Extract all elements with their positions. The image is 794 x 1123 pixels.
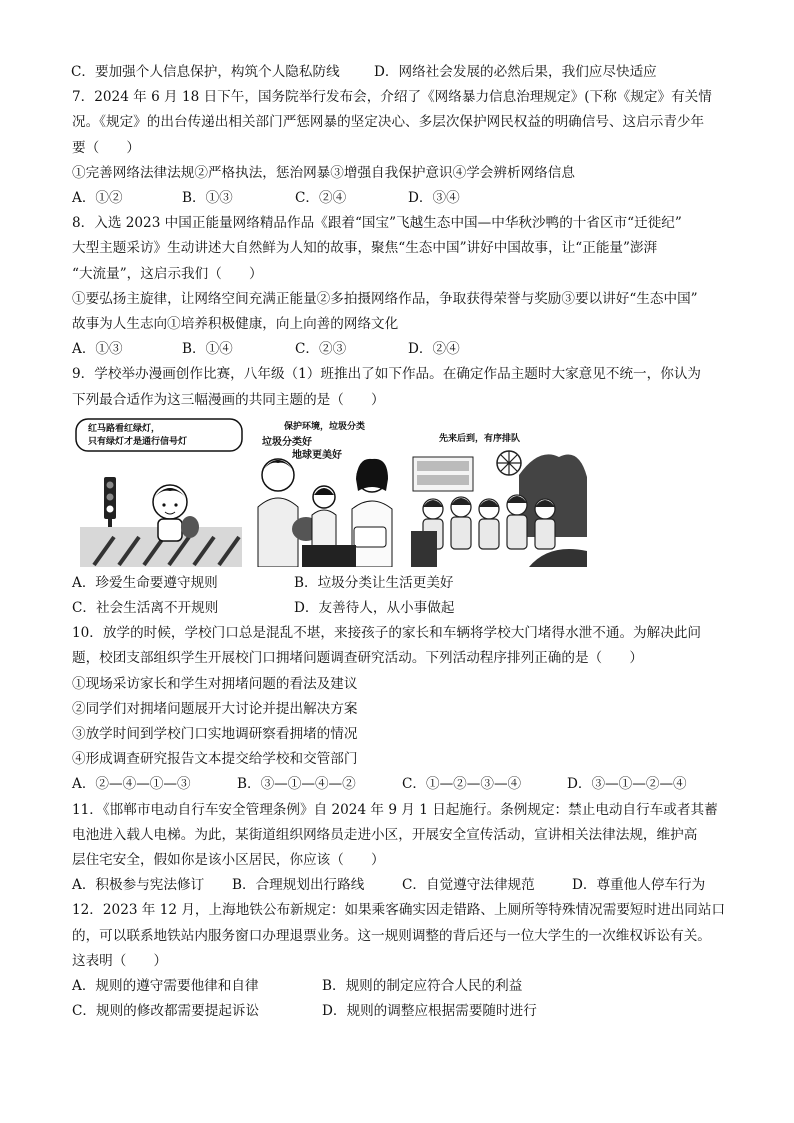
q12-option-d: D．规则的调整应根据需要随时进行 <box>322 1003 537 1020</box>
comic-1-caption-1: 红马路看红绿灯， <box>88 423 161 434</box>
q8-option-a: A．①③ <box>72 341 123 358</box>
q10-option-d: D．③—①—②—④ <box>567 776 687 793</box>
q12-option-c: C．规则的修改都需要提起诉讼 <box>72 1003 260 1020</box>
q9-stem-line-2: 下列最合适作为这三幅漫画的共同主题的是（ ） <box>72 391 385 408</box>
q11-stem-line-2: 电池进入载人电梯。为此，某街道组织网络员走进小区，开展安全宣传活动，宣讲相关法律法规，维护高 <box>72 826 698 843</box>
q10-item-3: ③放学时间到学校门口实地调研察看拥堵的情况 <box>72 726 358 743</box>
q11-stem-line-1: 11．《邯郸市电动自行车安全管理条例》自 2024 年 9 月 1 日起施行。条例规定：禁止电动自行车或者其蓄 <box>72 801 718 818</box>
q8-option-c: C．②③ <box>295 341 347 358</box>
q8-stem-line-1: 8．入选 2023 中国正能量网络精品作品《跟着“国宝”飞越生态中国—中华秋沙鸭的十省区市“迁徙纪” <box>72 215 682 232</box>
q12-stem-line-1: 12．2023 年 12 月，上海地铁公布新规定：如果乘客确实因走错路、上厕所等特殊情况需要短时进出同站口 <box>72 902 726 919</box>
comic-2-caption-2: 垃圾分类好 <box>262 436 312 448</box>
q12-options-cd <box>72 999 732 1024</box>
q10-stem-line-1: 10．放学的时候，学校门口总是混乱不堪，来接孩子的家长和车辆将学校大门堵得水泄不通。为解决此问 <box>72 625 702 642</box>
q9-options-cd <box>72 596 732 621</box>
q7-stem-line-1: 7．2024 年 6 月 18 日下午，国务院举行发布会，介绍了《网络暴力信息治理规定》(下称《规定》有关情 <box>72 89 712 106</box>
q11-option-d: D．尊重他人停车行为 <box>572 877 706 894</box>
q12-stem-line-3: 这表明（ ） <box>72 952 168 969</box>
comic-3-caption: 先来后到，有序排队 <box>439 433 521 444</box>
q8-stem-line-2: 大型主题采访》生动讲述大自然鲜为人知的故事，聚焦“生态中国”讲好中国故事，让“正能量”澎湃 <box>72 240 658 257</box>
q7-items: ①完善网络法律法规②严格执法，惩治网暴③增强自我保护意识④学会辨析网络信息 <box>72 164 575 181</box>
q6-options-cd <box>71 60 732 85</box>
q12-option-b: B．规则的制定应符合人民的利益 <box>322 978 523 995</box>
q10-item-1: ①现场采访家长和学生对拥堵问题的看法及建议 <box>72 675 358 692</box>
q10-item-2: ②同学们对拥堵问题展开大讨论并提出解决方案 <box>72 700 358 717</box>
q12-option-a: A．规则的遵守需要他律和自律 <box>72 978 259 995</box>
q8-items-line-1: ①要弘扬主旋律，让网络空间充满正能量②多拍摄网络作品，争取获得荣誉与奖励③要以讲好“生态中国” <box>72 290 698 307</box>
q10-option-b: B．③—①—④—② <box>237 776 356 793</box>
q10-options <box>72 772 732 797</box>
q11-option-b: B．合理规划出行路线 <box>232 877 365 894</box>
q6-option-c: C．要加强个人信息保护，构筑个人隐私防线 <box>71 64 340 80</box>
q11-option-c: C．自觉遵守法律规范 <box>402 877 535 894</box>
q9-option-b: B．垃圾分类让生活更美好 <box>294 574 454 591</box>
q8-options <box>72 337 732 362</box>
q9-comic-strip <box>74 417 589 567</box>
q7-option-c: C．②④ <box>295 190 347 207</box>
q10-stem-line-2: 题，校团支部组织学生开展校门口拥堵问题调查研究活动。下列活动程序排列正确的是（ ） <box>72 650 643 667</box>
comic-2-caption-1: 保护环境，垃圾分类 <box>284 421 366 432</box>
q6-option-d: D．网络社会发展的必然后果，我们应尽快适应 <box>374 64 657 80</box>
comic-queueing <box>409 417 589 567</box>
q8-option-d: D．②④ <box>408 341 460 358</box>
q9-options-ab <box>72 571 732 596</box>
exam-page <box>72 60 732 1025</box>
comic-2-caption-3: 地球更美好 <box>292 449 342 461</box>
q7-stem-line-2: 况。《规定》的出台传递出相关部门严惩网暴的坚定决心、多层次保护网民权益的明确信号、这启示青少年 <box>72 114 705 131</box>
comic-1-caption-2: 只有绿灯才是通行信号灯 <box>88 436 188 447</box>
q8-option-b: B．①④ <box>182 341 233 358</box>
q9-option-c: C．社会生活离不开规则 <box>72 600 219 617</box>
q10-option-c: C．①—②—③—④ <box>402 776 522 793</box>
q9-option-d: D．友善待人，从小事做起 <box>294 600 455 617</box>
q10-option-a: A．②—④—①—③ <box>72 776 191 793</box>
q12-stem-line-2: 的，可以联系地铁站内服务窗口办理退票业务。这一规则调整的背后还与一位大学生的一次维权诉讼有关。 <box>72 927 711 944</box>
q9-stem-line-1: 9．学校举办漫画创作比赛，八年级（1）班推出了如下作品。在确定作品主题时大家意见不统一，你认为 <box>72 366 702 383</box>
q12-options-ab <box>72 974 732 999</box>
q8-items-line-2: 故事为人生志向①培养积极健康，向上向善的网络文化 <box>72 316 399 333</box>
q7-option-d: D．③④ <box>408 190 460 207</box>
q11-options <box>72 873 732 898</box>
comic-traffic-light <box>74 417 244 567</box>
q7-options <box>72 186 732 211</box>
comic-garbage-sorting <box>244 417 409 567</box>
q7-stem-line-3: 要（ ） <box>72 139 140 156</box>
q7-option-a: A．①② <box>72 190 123 207</box>
q11-stem-line-3: 层住宅安全，假如你是该小区居民，你应该（ ） <box>72 852 385 869</box>
q7-option-b: B．①③ <box>182 190 233 207</box>
q9-option-a: A．珍爱生命要遵守规则 <box>72 574 218 591</box>
q10-item-4: ④形成调查研究报告文本提交给学校和交管部门 <box>72 751 358 768</box>
q11-option-a: A．积极参与宪法修订 <box>72 877 205 894</box>
q8-stem-line-3: “大流量”，这启示我们（ ） <box>72 265 263 282</box>
